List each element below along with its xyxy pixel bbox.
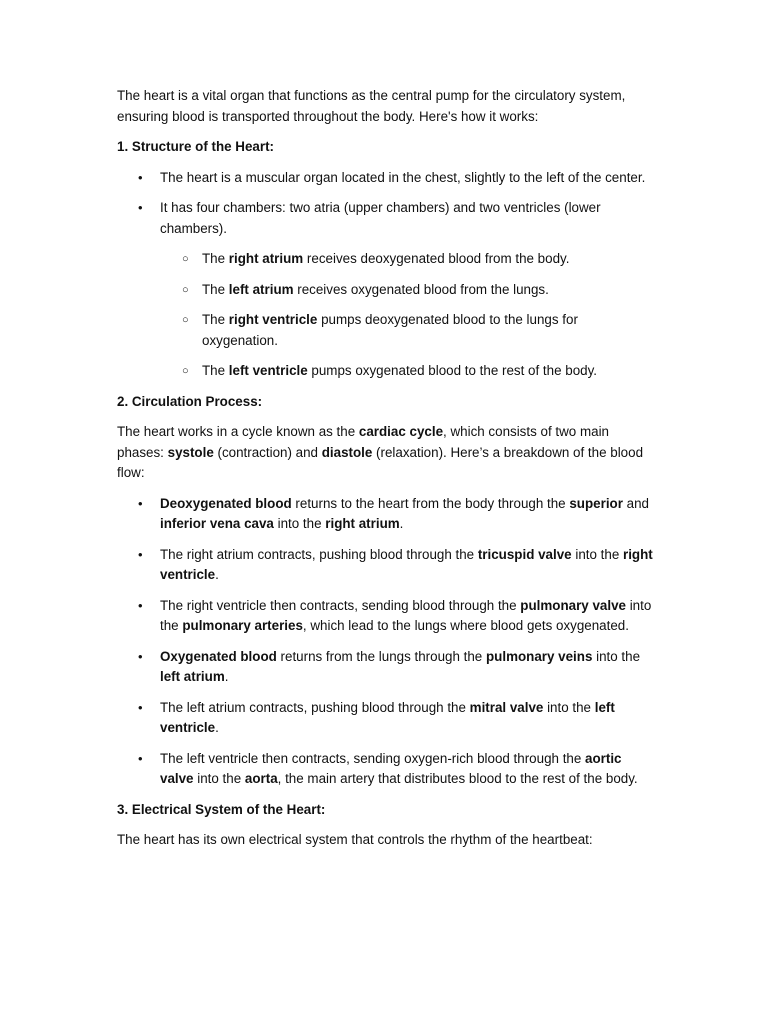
bold-term: left ventricle [228, 363, 308, 378]
bullet-icon: • [138, 495, 143, 511]
bold-term: left ventricle [160, 699, 615, 735]
intro-paragraph: The heart is a vital organ that functions as the central pump for the circulatory system, ensuring blood is transported throughout the body. Here's how it works: [117, 88, 626, 124]
list-item-text: It has four chambers: two atria (upper chambers) and two ventricles (lower chambers). [160, 200, 601, 236]
structure-list [117, 168, 657, 382]
text-run: , which lead to the lungs where blood gets oxygenated. [302, 618, 629, 633]
bullet-icon: • [138, 699, 143, 715]
bullet-icon: • [138, 648, 143, 664]
sublist-item [160, 280, 657, 301]
text-run: The [202, 251, 229, 266]
bold-term: right ventricle [160, 546, 653, 582]
bold-term: pulmonary arteries [182, 618, 303, 633]
bold-term: aortic valve [160, 750, 622, 786]
text-run: into the [592, 648, 641, 664]
bold-term: cardiac cycle [358, 424, 444, 439]
chambers-sublist [160, 249, 657, 382]
circulation-paragraph [117, 422, 657, 484]
text-run: The [202, 363, 229, 378]
circle-bullet-icon: ○ [182, 253, 189, 265]
sublist-item [160, 249, 657, 270]
text-run: (contraction) and [213, 444, 322, 460]
bold-term: systole [167, 444, 214, 460]
text-run: . [215, 720, 219, 735]
list-item [117, 647, 657, 688]
text-run: pumps oxygenated blood to the rest of the body. [307, 363, 598, 378]
text-run: . [224, 669, 229, 684]
text-run: receives deoxygenated blood from the body. [303, 251, 570, 266]
bold-term: right atrium [325, 516, 400, 531]
list-item-text: The heart is a muscular organ located in the chest, slightly to the left of the center. [160, 169, 646, 185]
circle-bullet-icon: ○ [182, 314, 189, 326]
bold-term: right ventricle [228, 312, 318, 327]
circle-bullet-icon: ○ [182, 365, 189, 377]
list-item [117, 198, 657, 382]
section-heading-electrical: 3. Electrical System of the Heart: [117, 801, 326, 817]
text-run: , which consists of two main phases: [117, 424, 609, 460]
text-run: returns to the heart from the body through the [291, 495, 570, 511]
section-heading-structure: 1. Structure of the Heart: [117, 139, 274, 154]
text-run: The [202, 281, 229, 297]
bullet-icon: • [138, 750, 143, 766]
text-run: The right atrium contracts, pushing blood through the [160, 546, 478, 562]
bold-term: diastole [321, 444, 373, 460]
text-run: The left atrium contracts, pushing blood through the [160, 699, 470, 715]
text-run: The heart works in a cycle known as the [117, 424, 359, 439]
bold-term: superior [569, 495, 623, 511]
text-run: into the [571, 546, 623, 562]
bold-term: left atrium [160, 669, 225, 684]
bold-term: Deoxygenated blood [160, 495, 292, 511]
text-run: . [399, 516, 404, 531]
bold-term: right atrium [228, 251, 304, 266]
bullet-icon: • [138, 200, 143, 215]
text-run: and [622, 495, 649, 511]
blood-flow-list [117, 494, 657, 790]
bold-term: Oxygenated blood [160, 648, 277, 664]
bold-term: aorta [244, 771, 278, 786]
list-item [117, 494, 657, 535]
section-heading-circulation: 2. Circulation Process: [117, 393, 263, 409]
bold-term: inferior vena cava [160, 516, 274, 531]
text-run: , the main artery that distributes blood to the rest of the body. [277, 771, 638, 786]
text-run: (relaxation). Here’s a breakdown of the blood flow: [117, 444, 644, 480]
text-run: returns from the lungs through the [276, 648, 486, 664]
list-item [117, 545, 657, 586]
text-run: . [215, 567, 219, 582]
bold-term: left atrium [228, 281, 294, 297]
bullet-icon: • [138, 597, 143, 613]
list-item [117, 168, 657, 189]
text-run: The [202, 312, 229, 327]
bold-term: pulmonary veins [485, 648, 593, 664]
list-item [117, 698, 657, 739]
circle-bullet-icon: ○ [182, 283, 189, 296]
text-run: into the [273, 516, 326, 531]
text-run: into the [543, 699, 595, 715]
text-run: into the [160, 597, 652, 633]
bullet-icon: • [138, 546, 143, 562]
bold-term: pulmonary valve [520, 597, 626, 613]
text-run: The left ventricle then contracts, sending oxygen-rich blood through the [160, 750, 586, 766]
text-run: receives oxygenated blood from the lungs. [293, 281, 549, 297]
bold-term: mitral valve [469, 699, 544, 715]
electrical-paragraph: The heart has its own electrical system that controls the rhythm of the heartbeat: [117, 832, 593, 847]
bold-term: tricuspid valve [477, 546, 572, 562]
text-run: into the [193, 771, 245, 786]
sublist-item [160, 310, 657, 351]
text-run: The right ventricle then contracts, sending blood through the [160, 597, 521, 613]
list-item [117, 596, 657, 637]
sublist-item [160, 361, 657, 382]
text-run: pumps deoxygenated blood to the lungs for oxygenation. [202, 312, 578, 348]
list-item [117, 749, 657, 790]
bullet-icon: • [138, 169, 143, 185]
document-body [117, 86, 657, 861]
